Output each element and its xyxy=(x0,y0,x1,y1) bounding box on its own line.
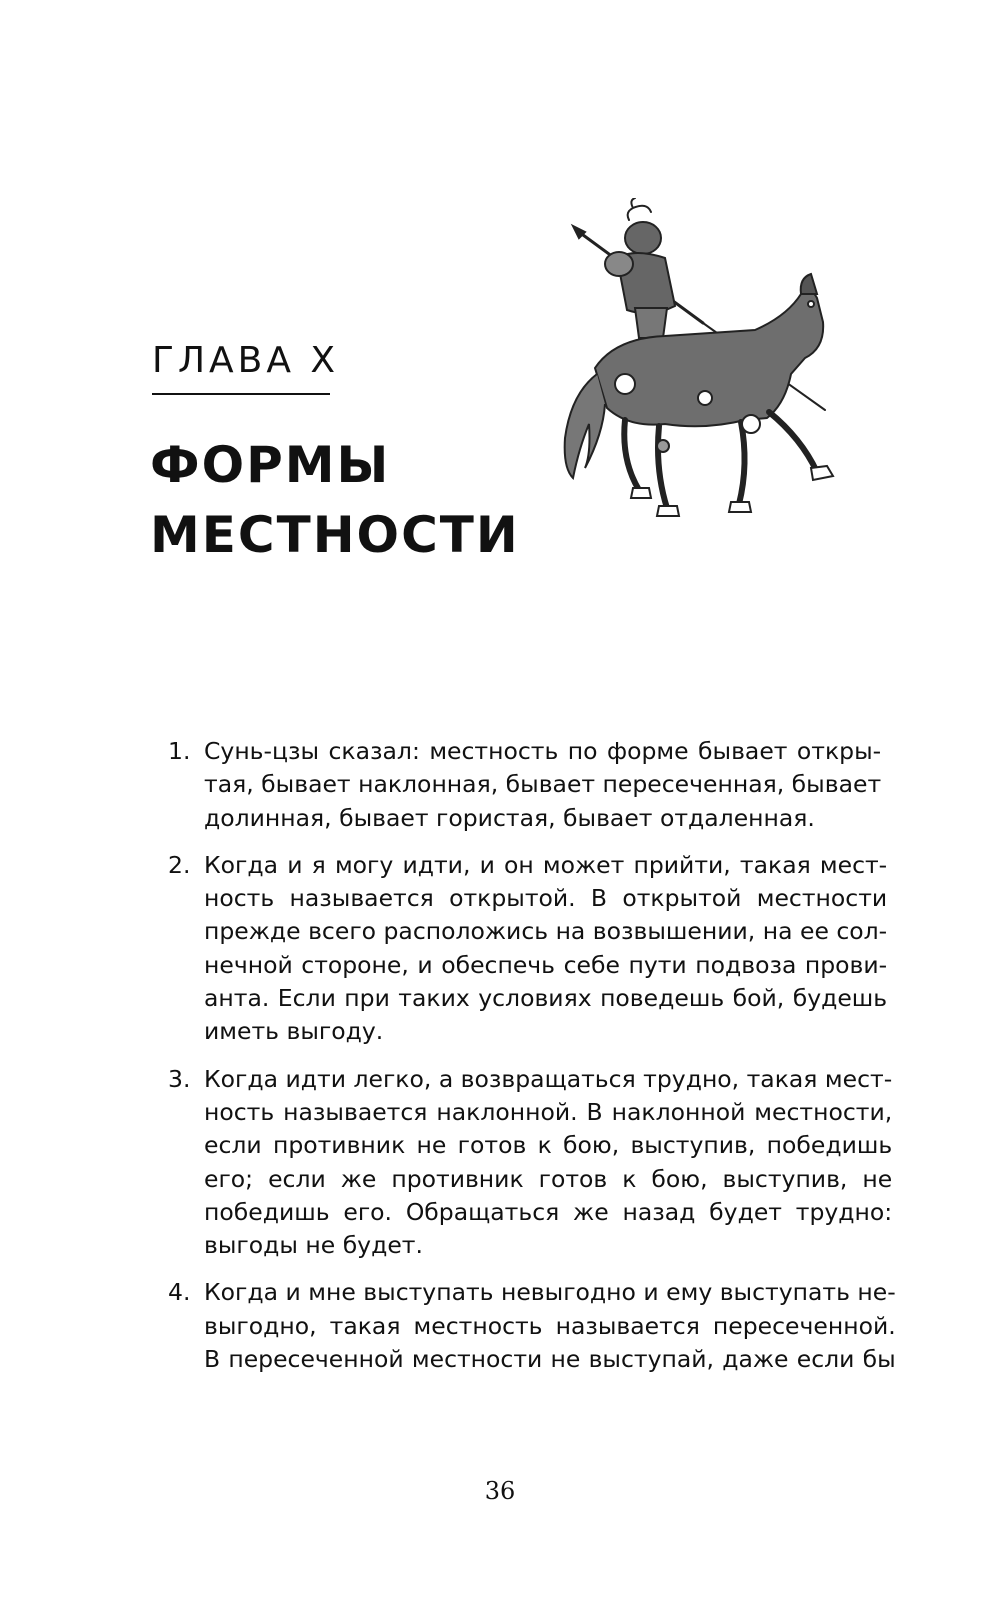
text-line: долинная, бывает гористая, бывает отдаленная. xyxy=(204,803,815,832)
paragraph xyxy=(168,735,882,835)
text-line: Когда и я могу идти, и он может прийти, такая мест- xyxy=(204,850,888,879)
paragraph-number: 4. xyxy=(168,1278,191,1307)
paragraph-text xyxy=(204,1276,896,1376)
text-line: ность называется открытой. В открытой местности xyxy=(204,884,888,913)
text-line: нечной стороне, и обеспечь себе пути подвоза прови- xyxy=(204,950,888,979)
text-line: выгодно, такая местность называется пересеченной. xyxy=(204,1311,896,1340)
page-number: 36 xyxy=(484,1477,516,1505)
paragraph-text xyxy=(204,1063,892,1263)
chapter-title-line: ФОРМЫ xyxy=(150,436,391,494)
paragraph xyxy=(168,1063,893,1263)
paragraph-number: 1. xyxy=(168,737,191,765)
text-line: если противник не готов к бою, выступив, победишь xyxy=(204,1131,893,1160)
text-line: прежде всего расположись на возвышении, на ее сол- xyxy=(204,917,888,946)
text-line: Сунь-цзы сказал: местность по форме бывает откры- xyxy=(204,737,882,765)
text-line: тая, бывает наклонная, бывает пересеченная, бывает xyxy=(204,770,882,799)
chapter-title xyxy=(150,430,520,570)
text-line: ность называется наклонной. В наклонной местности, xyxy=(204,1097,893,1126)
text-line: Когда и мне выступать невыгодно и ему выступать не- xyxy=(204,1278,896,1307)
text-line: победишь его. Обращаться же назад будет трудно: xyxy=(204,1197,893,1226)
text-line: анта. Если при таких условиях поведешь бой, будешь xyxy=(204,984,888,1013)
paragraph xyxy=(168,849,888,1049)
paragraph xyxy=(168,1276,896,1376)
text-line: иметь выгоду. xyxy=(204,1017,384,1046)
mounted-warrior-icon xyxy=(555,198,845,538)
chapter-title-line: МЕСТНОСТИ xyxy=(150,506,520,564)
paragraph-number: 3. xyxy=(168,1064,191,1093)
paragraph-text xyxy=(204,849,887,1049)
paragraph-text xyxy=(204,735,881,835)
text-line: его; если же противник готов к бою, выступив, не xyxy=(204,1164,893,1193)
text-line: В пересеченной местности не выступай, даже если бы xyxy=(204,1345,896,1374)
text-line: выгоды не будет. xyxy=(204,1231,423,1260)
chapter-label: ГЛАВА X xyxy=(152,340,340,381)
chapter-rule xyxy=(152,393,330,395)
paragraph-list xyxy=(168,735,896,1390)
text-line: Когда идти легко, а возвращаться трудно, такая мест- xyxy=(204,1064,893,1093)
paragraph-number: 2. xyxy=(168,850,191,879)
